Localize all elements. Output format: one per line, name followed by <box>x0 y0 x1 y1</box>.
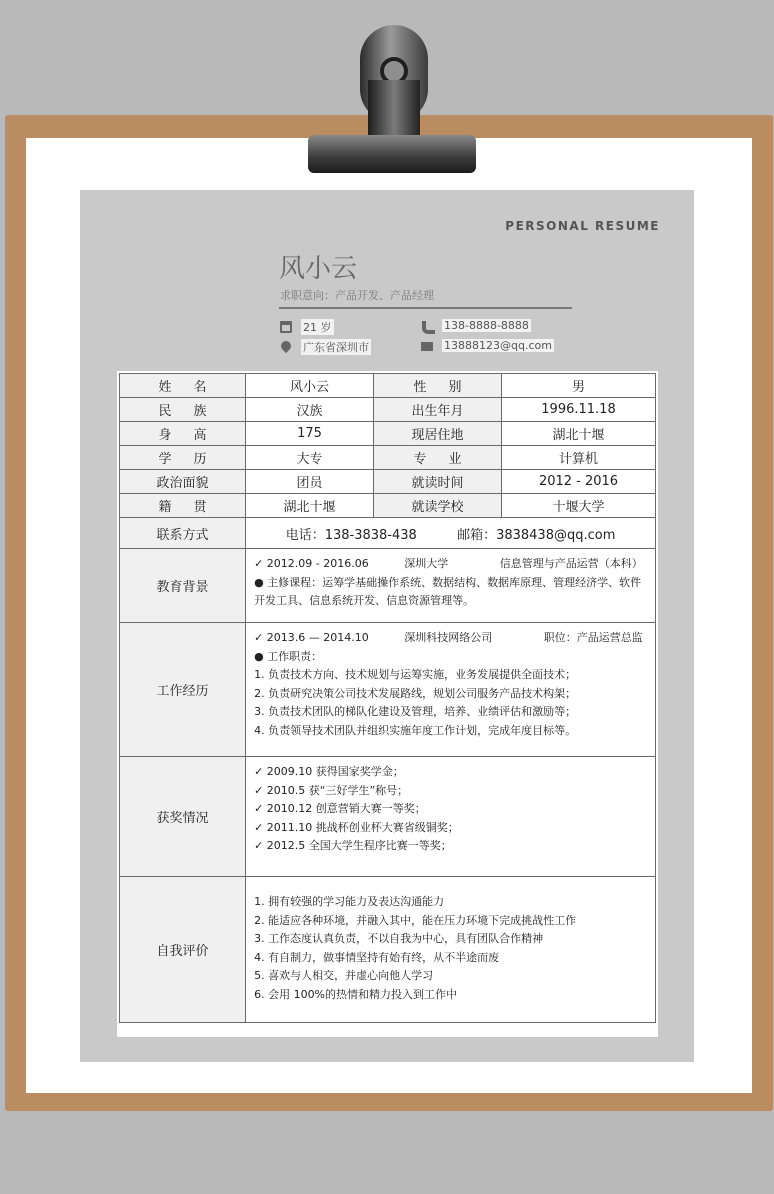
age-info <box>280 319 334 335</box>
table-row <box>120 422 656 446</box>
list-item: ✓ 2010.5 获“三好学生”称号； <box>254 783 409 797</box>
email-value: 13888123@qq.com <box>444 339 552 352</box>
label-birth: 出生年月 <box>374 398 502 422</box>
value-degree: 大专 <box>246 446 374 470</box>
label-name: 姓名 <box>120 374 246 398</box>
phone-value: 138-8888-8888 <box>444 319 529 332</box>
value-hometown: 湖北十堰 <box>246 494 374 518</box>
list-item: ✓ 2011.10 挑战杯创业杯大赛省级铜奖； <box>254 820 459 834</box>
work-date: ✓ 2013.6 — 2014.10 <box>254 631 369 644</box>
contact-phone: 电话：138-3838-438 <box>285 527 417 543</box>
candidate-name: 风小云 <box>279 254 358 284</box>
value-birth: 1996.11.18 <box>502 398 656 422</box>
table-row <box>120 518 656 549</box>
table-row <box>120 549 656 623</box>
list-item: ✓ 2009.10 获得国家奖学金； <box>254 765 404 778</box>
list-item: 2. 负责研究决策公司技术发展路线，规划公司服务产品技术构架； <box>254 686 577 700</box>
label-gender: 性别 <box>374 374 502 398</box>
location-info <box>280 339 371 355</box>
resume-table-panel <box>117 371 658 1037</box>
value-political: 团员 <box>246 470 374 494</box>
header-divider <box>279 307 572 309</box>
table-row <box>120 398 656 422</box>
list-item: 1. 拥有较强的学习能力及表达沟通能力 <box>254 895 445 908</box>
list-item: 4. 有自制力，做事情坚持有始有终，从不半途而废 <box>254 950 500 964</box>
label-contact: 联系方式 <box>120 518 246 549</box>
list-item: ✓ 2010.12 创意营销大赛一等奖； <box>254 802 426 815</box>
table-row <box>120 623 656 757</box>
value-height: 175 <box>246 422 374 446</box>
table-row <box>120 757 656 877</box>
table-row <box>120 494 656 518</box>
value-residence: 湖北十堰 <box>502 422 656 446</box>
resume-label: PERSONAL RESUME <box>505 219 660 233</box>
education-school: 深圳大学 <box>404 557 449 570</box>
work-position: 职位：产品运营总监 <box>543 631 643 644</box>
phone-icon <box>421 320 433 332</box>
phone-info <box>421 319 531 332</box>
value-school: 十堰大学 <box>502 494 656 518</box>
label-self-evaluation: 自我评价 <box>120 877 246 1023</box>
label-work: 工作经历 <box>120 623 246 757</box>
list-item: 5. 喜欢与人相交，并虚心向他人学习 <box>254 969 434 982</box>
list-item: 3. 负责技术团队的梯队化建设及管理，培养、业绩评估和激励等； <box>254 705 577 718</box>
education-line <box>254 555 649 574</box>
label-height: 身高 <box>120 422 246 446</box>
label-residence: 现居住地 <box>374 422 502 446</box>
contact-email: 邮箱：3838438@qq.com <box>457 527 616 543</box>
table-row <box>120 374 656 398</box>
label-ethnicity: 民族 <box>120 398 246 422</box>
label-education: 教育背景 <box>120 549 246 623</box>
education-block <box>246 549 656 623</box>
list-item: 4. 负责领导技术团队并组织实施年度工作计划，完成年度目标等。 <box>254 723 577 737</box>
label-school: 就读学校 <box>374 494 502 518</box>
value-name: 风小云 <box>246 374 374 398</box>
education-courses: ● 主修课程：运筹学基础操作系统、数据结构、数据库原理、管理经济学、软件开发工具、信息系统开发、信息资源管理等。 <box>254 575 642 607</box>
value-major: 计算机 <box>502 446 656 470</box>
label-degree: 学历 <box>120 446 246 470</box>
table-row <box>120 470 656 494</box>
value-gender: 男 <box>502 374 656 398</box>
location-value: 广东省深圳市 <box>303 341 369 354</box>
work-block <box>246 623 656 757</box>
education-date: ✓ 2012.09 - 2016.06 <box>254 557 369 570</box>
self-evaluation-block <box>246 877 656 1023</box>
awards-block <box>246 757 656 877</box>
label-awards: 获奖情况 <box>120 757 246 877</box>
mail-icon <box>421 342 433 351</box>
list-item: 1. 负责技术方向、技术规划与运筹实施，业务发展提供全面技术； <box>254 668 577 681</box>
list-item: 6. 会用 100%的热情和精力投入到工作中 <box>254 987 458 1001</box>
table-row <box>120 446 656 470</box>
age-value: 21 岁 <box>303 321 332 334</box>
binder-clip-icon <box>308 25 476 175</box>
location-pin-icon <box>280 341 292 353</box>
email-info <box>421 339 554 352</box>
work-duty-title: ● 工作职责： <box>254 649 323 663</box>
work-company: 深圳科技网络公司 <box>404 631 493 644</box>
calendar-icon <box>280 321 292 333</box>
resume-table <box>119 373 656 1023</box>
label-study-time: 就读时间 <box>374 470 502 494</box>
contact-details <box>246 518 656 549</box>
label-major: 专业 <box>374 446 502 470</box>
list-item: 2. 能适应各种环境，并融入其中，能在压力环境下完成挑战性工作 <box>254 913 577 927</box>
job-intent: 求职意向：产品开发、产品经理 <box>280 289 434 302</box>
education-major: 信息管理与产品运营（本科） <box>499 557 643 570</box>
value-ethnicity: 汉族 <box>246 398 374 422</box>
table-row <box>120 877 656 1023</box>
label-hometown: 籍贯 <box>120 494 246 518</box>
list-item: ✓ 2012.5 全国大学生程序比赛一等奖； <box>254 839 452 852</box>
label-political: 政治面貌 <box>120 470 246 494</box>
list-item: 3. 工作态度认真负责，不以自我为中心，具有团队合作精神 <box>254 932 544 945</box>
value-study-time: 2012 - 2016 <box>502 470 656 494</box>
work-line <box>254 629 649 648</box>
